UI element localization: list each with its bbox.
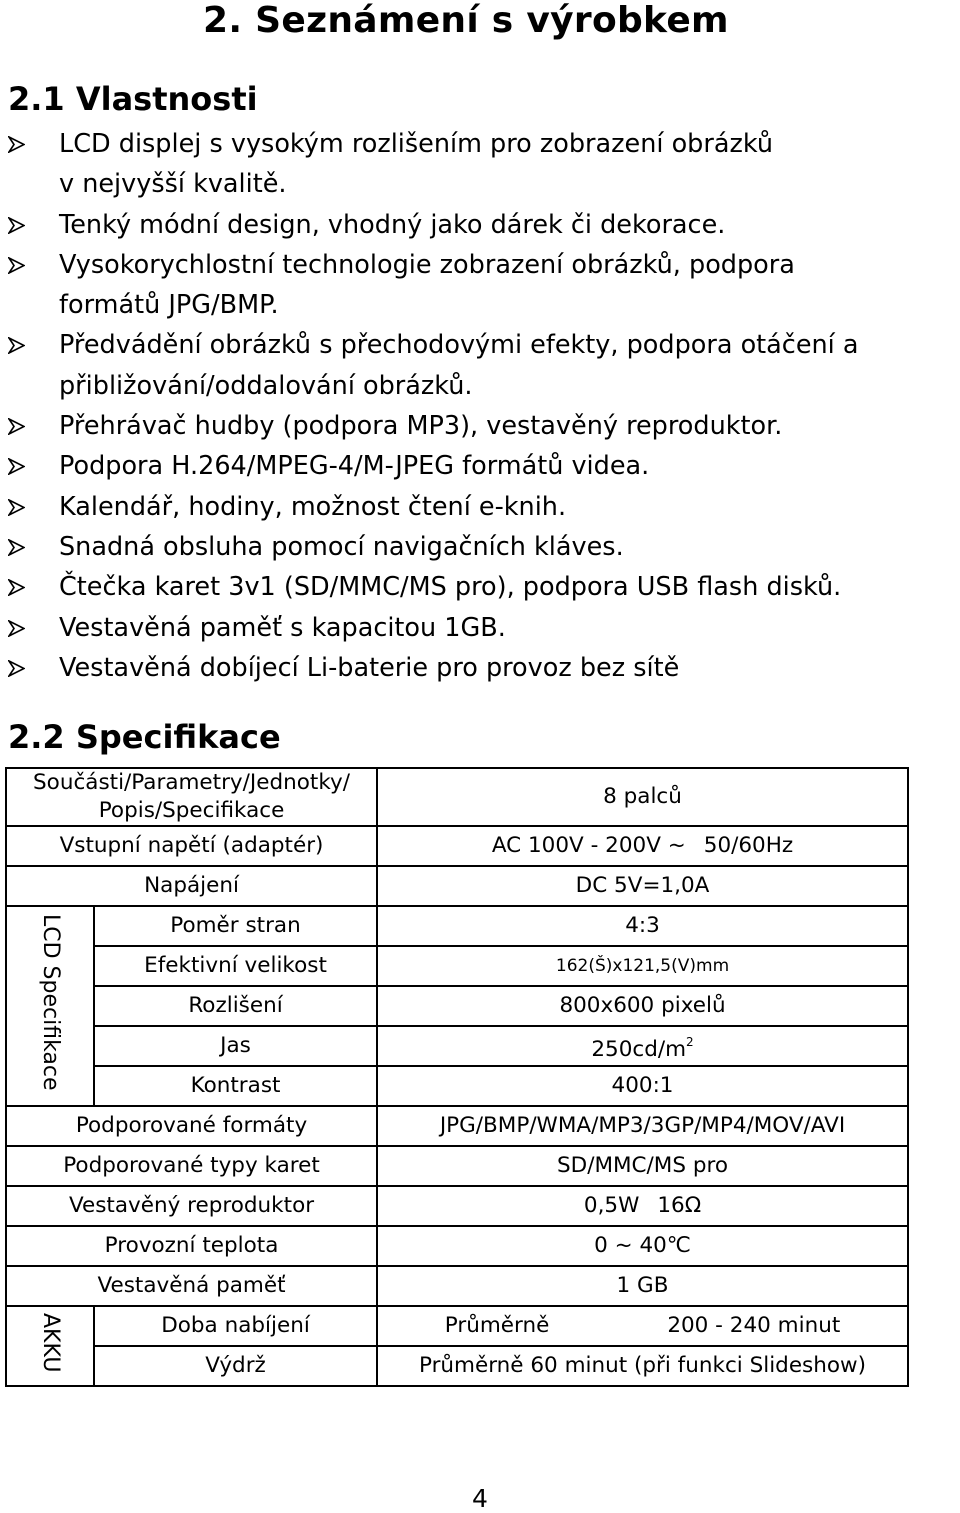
feature-item-continuation: v nejvyšší kvalitě.: [59, 169, 287, 200]
feature-item: Předvádění obrázků s přechodovými efekty, podpora otáčení a: [8, 325, 960, 365]
lcd-group-label: LCD Specifikace: [6, 906, 94, 1106]
spec-label: Jas: [94, 1026, 377, 1066]
spec-label: Podporované typy karet: [6, 1146, 377, 1186]
spec-value: 0 ~ 40℃: [377, 1226, 908, 1266]
spec-label: Doba nabíjení: [94, 1306, 377, 1346]
spec-value: 400:1: [377, 1066, 908, 1106]
spec-label: Vstupní napětí (adaptér): [6, 826, 377, 866]
arrowhead-bullet-icon: [8, 446, 32, 486]
spec-label: Vestavěný reproduktor: [6, 1186, 377, 1226]
spec-header-left: Součásti/Parametry/Jednotky/ Popis/Specifikace: [6, 768, 377, 826]
feature-item: LCD displej s vysokým rozlišením pro zobrazení obrázků: [8, 124, 960, 164]
table-row: [6, 1306, 908, 1346]
arrowhead-bullet-icon: [8, 325, 32, 365]
chapter-title: 2. Seznámení s výrobkem: [203, 0, 729, 41]
feature-item: Vestavěná dobíjecí Li-baterie pro provoz bez sítě: [8, 648, 960, 688]
section-title-specs: 2.2 Specifikace: [8, 718, 281, 756]
table-row: [6, 866, 908, 906]
spec-label: Efektivní velikost: [94, 946, 377, 986]
arrowhead-bullet-icon: [8, 487, 32, 527]
arrowhead-bullet-icon: [8, 406, 32, 446]
table-row: [6, 986, 908, 1026]
page-number: 4: [472, 1484, 488, 1513]
arrowhead-bullet-icon: [8, 205, 32, 245]
table-row: [6, 1146, 908, 1186]
table-row: [6, 1186, 908, 1226]
table-row: [6, 826, 908, 866]
spec-label: Poměr stran: [94, 906, 377, 946]
arrowhead-bullet-icon: [8, 567, 32, 607]
spec-label: Napájení: [6, 866, 377, 906]
spec-value: Průměrně 60 minut (při funkci Slideshow): [377, 1346, 908, 1386]
akku-group-label: AKKU: [6, 1306, 94, 1386]
spec-label: Rozlišení: [94, 986, 377, 1026]
feature-item: Kalendář, hodiny, možnost čtení e-knih.: [8, 487, 960, 527]
spec-value: 0,5W 16Ω: [377, 1186, 908, 1226]
feature-item: Čtečka karet 3v1 (SD/MMC/MS pro), podpora USB flash disků.: [8, 567, 960, 607]
feature-item: Podpora H.264/MPEG-4/M-JPEG formátů videa.: [8, 446, 960, 486]
spec-label: Výdrž: [94, 1346, 377, 1386]
spec-value: 4:3: [377, 906, 908, 946]
section-title-features: 2.1 Vlastnosti: [8, 80, 258, 118]
arrowhead-bullet-icon: [8, 648, 32, 688]
feature-item: Vysokorychlostní technologie zobrazení obrázků, podpora: [8, 245, 960, 285]
table-row: [6, 768, 908, 826]
spec-value: SD/MMC/MS pro: [377, 1146, 908, 1186]
table-row: [6, 1106, 908, 1146]
feature-item-continuation: přibližování/oddalování obrázků.: [59, 370, 473, 401]
spec-value: 162(Š)x121,5(V)mm: [377, 946, 908, 986]
arrowhead-bullet-icon: [8, 608, 32, 648]
table-row: [6, 1346, 908, 1386]
spec-value: 1 GB: [377, 1266, 908, 1306]
table-row: [6, 1226, 908, 1266]
spec-value: DC 5V=1,0A: [377, 866, 908, 906]
feature-item: Vestavěná paměť s kapacitou 1GB.: [8, 608, 960, 648]
spec-label: Vestavěná paměť: [6, 1266, 377, 1306]
spec-label: Provozní teplota: [6, 1226, 377, 1266]
table-row: [6, 1266, 908, 1306]
table-row: [6, 1026, 908, 1066]
features-list: [8, 124, 960, 688]
arrowhead-bullet-icon: [8, 124, 32, 164]
spec-value: Průměrně 200 - 240 minut: [377, 1306, 908, 1346]
feature-item: Tenký módní design, vhodný jako dárek či dekorace.: [8, 205, 960, 245]
feature-item-continuation: formátů JPG/BMP.: [59, 290, 279, 321]
spec-label: Podporované formáty: [6, 1106, 377, 1146]
feature-item: Přehrávač hudby (podpora MP3), vestavěný reproduktor.: [8, 406, 960, 446]
spec-table: [5, 767, 909, 1387]
spec-value: JPG/BMP/WMA/MP3/3GP/MP4/MOV/AVI: [377, 1106, 908, 1146]
spec-value: 800x600 pixelů: [377, 986, 908, 1026]
spec-header-right: 8 palců: [377, 768, 908, 826]
feature-item: Snadná obsluha pomocí navigačních kláves.: [8, 527, 960, 567]
table-row: [6, 946, 908, 986]
table-row: [6, 1066, 908, 1106]
spec-value: AC 100V - 200V ~ 50/60Hz: [377, 826, 908, 866]
spec-value: $250cd/m^2$: [377, 1026, 908, 1066]
arrowhead-bullet-icon: [8, 527, 32, 567]
table-row: [6, 906, 908, 946]
arrowhead-bullet-icon: [8, 245, 32, 285]
spec-label: Kontrast: [94, 1066, 377, 1106]
